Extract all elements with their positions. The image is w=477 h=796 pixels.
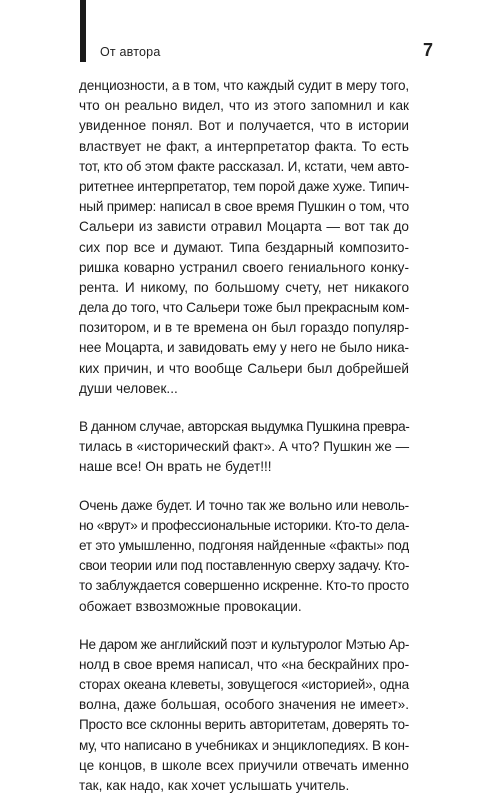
text-line: то заблуждается совершенно искренне. Кто-то просто bbox=[79, 578, 409, 594]
text-line: сих пор все и думают. Типа бездарный композито- bbox=[79, 239, 409, 255]
text-line: свои теории или под поставленную сверху задачу. Кто- bbox=[79, 558, 409, 574]
text-line: нее Моцарта, и завидовать ему у него не было ника- bbox=[79, 340, 409, 356]
page-edge-bar bbox=[80, 0, 86, 62]
text-line: тилась в «исторический факт». А что? Пушкин же — bbox=[79, 439, 409, 455]
running-header-title: От автора bbox=[100, 45, 161, 59]
text-line: обожает взвозможные провокации. bbox=[79, 598, 302, 614]
text-line: сторах океана клеветы, зовущегося «историей», одна bbox=[79, 677, 409, 693]
text-line: что он реально видел, что из этого запомнил и как bbox=[79, 98, 409, 114]
text-line: ких причин, и что вообще Сальери был добрейшей bbox=[79, 360, 409, 376]
paragraph bbox=[79, 76, 409, 399]
body-text bbox=[79, 76, 409, 796]
text-line: дела до того, что Сальери тоже был прекрасным ком- bbox=[79, 300, 409, 316]
text-line: В данном случае, авторская выдумка Пушкина превра- bbox=[79, 419, 410, 434]
paragraph bbox=[79, 635, 409, 796]
text-line: нолд в свое время написал, что «на бескрайних про- bbox=[79, 656, 409, 672]
text-line: ритетнее интерпретатор, тем порой даже хуже. Типич- bbox=[79, 178, 409, 194]
text-line: Просто все склонны верить авторитетам, доверять то- bbox=[79, 717, 409, 733]
text-line: но «врут» и профессиональные историки. Кто-то дела- bbox=[79, 517, 409, 533]
text-line: властвует не факт, а интерпретатор факта. То есть bbox=[79, 138, 409, 154]
paragraph bbox=[79, 496, 409, 617]
text-line: позитором, и в те времена он был гораздо популяр- bbox=[79, 320, 409, 336]
text-line: души человек... bbox=[79, 380, 178, 396]
text-line: Очень даже будет. И точно так же вольно или неволь- bbox=[79, 497, 409, 513]
text-line: му, что написано в учебниках и энциклопедиях. В кон- bbox=[79, 737, 409, 753]
text-line: тот, кто об этом факте рассказал. И, кстати, чем авто- bbox=[79, 158, 409, 174]
text-line: так, как надо, как хочет услышать учитель. bbox=[79, 778, 350, 793]
text-line: наше все! Он врать не будет!!! bbox=[79, 459, 272, 475]
text-line: ный пример: написал в свое время Пушкин о том, что bbox=[79, 199, 409, 215]
page-number: 7 bbox=[423, 40, 434, 60]
text-line: Сальери из зависти отравил Моцарта — вот так до bbox=[79, 219, 409, 235]
text-line: ет это умышленно, подгоняя найденные «факты» под bbox=[79, 537, 409, 553]
text-line: увиденное понял. Вот и получается, что в истории bbox=[79, 118, 409, 134]
text-line: рента. И никому, по большому счету, нет никакого bbox=[79, 279, 409, 295]
text-line: Не даром же английский поэт и культуролог Мэтью Ар- bbox=[79, 636, 409, 652]
paragraph bbox=[79, 417, 409, 478]
text-line: це концов, в школе всех приучили отвечать именно bbox=[79, 757, 409, 773]
text-line: денциозности, а в том, что каждый судит в меру того, bbox=[79, 78, 409, 93]
text-line: волна, даже большая, особого значения не имеет». bbox=[79, 697, 409, 713]
text-line: ришка коварно устранил своего гениального конку- bbox=[79, 259, 409, 275]
